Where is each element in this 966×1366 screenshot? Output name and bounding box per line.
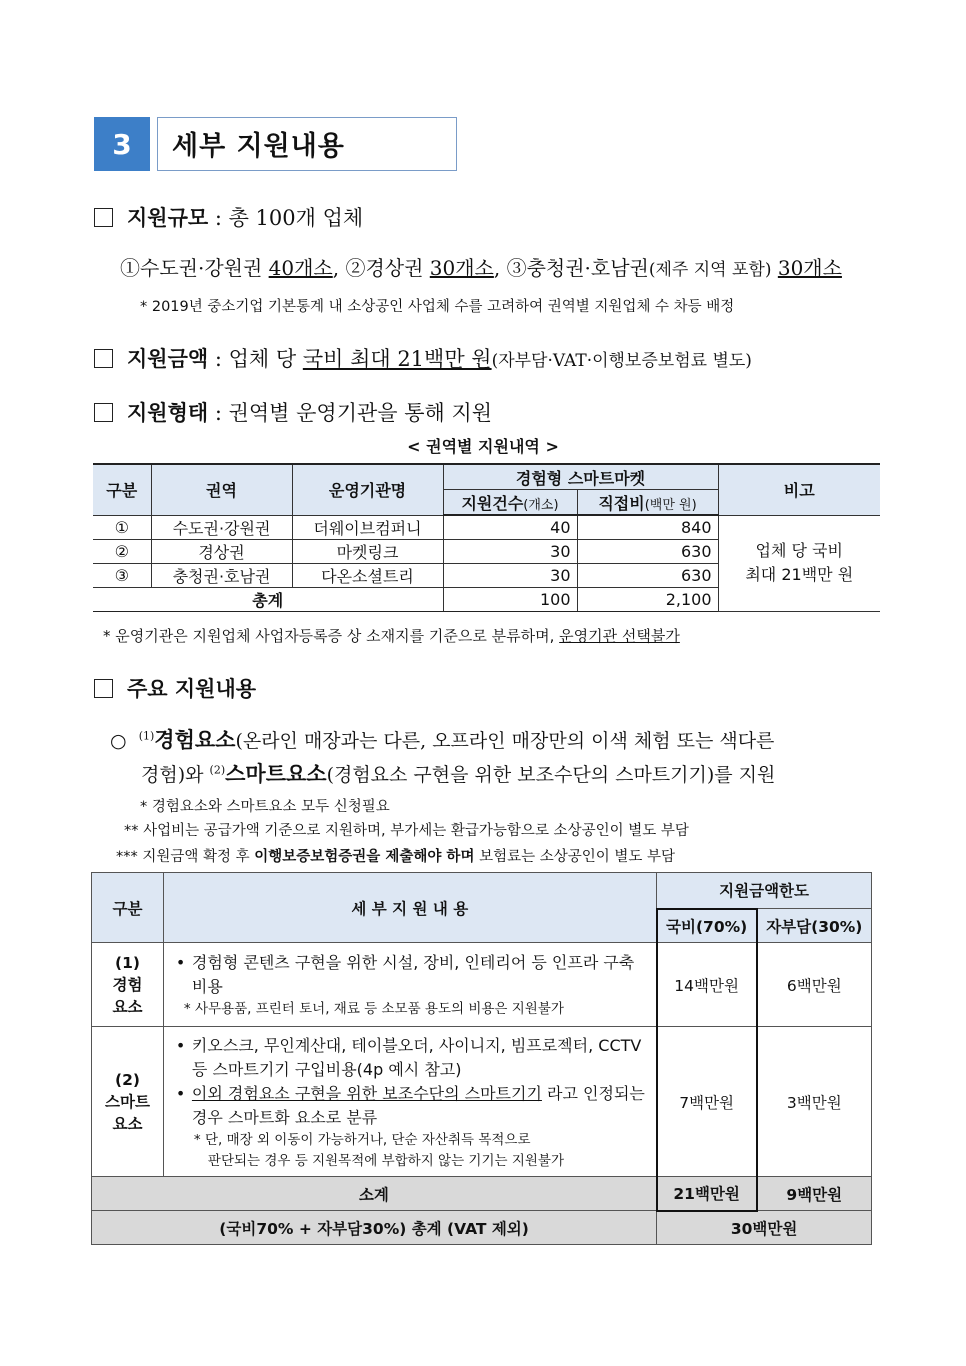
checkbox-square-icon — [94, 349, 113, 368]
amount-prefix: : 업체 당 — [214, 347, 297, 371]
support-detail-table — [91, 872, 872, 1245]
table-row: (2) 스마트 요소 • 키오스크, 무인계산대, 테이블오더, 사이니지, 빔프로젝터, CCTV 등 스마트기기 구입비용(4p 예시 참고) • 이외 경험요소 구현을 위한 보조수단의 스마트기기 라고 인정되는 경우 스마트화 요소로 분류 * 단, 매장 외 이동이 가능하거나, 단순 자산취득 목적으로 판단되는 경우 등 지원목적에 부합하지 않는 기기는 지원불가 7백만원 3백만원 — [92, 1027, 872, 1177]
checkbox-square-icon — [94, 679, 113, 698]
t2-cat-experience: (1) 경험 요소 — [92, 943, 164, 1027]
region-support-table — [93, 463, 880, 612]
section-number: 3 — [94, 117, 150, 171]
form-heading — [94, 397, 492, 427]
table-total-row: 총계 100 2,100 — [93, 587, 880, 611]
region2-count: 30개소 — [429, 256, 494, 280]
amount-label: 지원금액 — [127, 346, 209, 371]
table-row: ① 수도권·강원권 더웨이브컴퍼니 40 840 업체 당 국비 최대 21백만 원 — [93, 515, 880, 539]
form-label: 지원형태 — [127, 400, 209, 425]
main-heading — [94, 673, 256, 703]
t1-header-category: 구분 — [93, 464, 151, 515]
form-value: : 권역별 운영기관을 통해 지원 — [214, 401, 493, 425]
main-line2: 경험)와 $^{(2)}$스마트요소(경험요소 구현을 위한 보조수단의 스마트기기)를 지원 — [141, 761, 776, 786]
main-note1: * 경험요소와 스마트요소 모두 신청필요 — [140, 799, 390, 815]
t2-cat-smart: (2) 스마트 요소 — [92, 1027, 164, 1177]
table1-note: * 운영기관은 지원업체 사업자등록증 상 소재지를 기준으로 분류하며, 운영기관 선택불가 — [103, 627, 680, 645]
t2-header-detail: 세 부 지 원 내 용 — [163, 873, 656, 943]
scale-heading — [94, 202, 363, 232]
table-row: (1) 경험 요소 • 경험형 콘텐츠 구현을 위한 시설, 장비, 인테리어 등 인프라 구축비용 * 사무용품, 프린터 토너, 재료 등 소모품 용도의 비용은 지원불가 14백만원 6백만원 — [92, 943, 872, 1027]
list-item: • 키오스크, 무인계산대, 테이블오더, 사이니지, 빔프로젝터, CCTV 등 스마트기기 구입비용(4p 예시 참고) — [170, 1034, 650, 1082]
t1-header-operator: 운영기관명 — [292, 464, 443, 515]
region2-name: ②경상권 — [345, 256, 424, 280]
table-grandtotal-row: (국비70% + 자부담30%) 총계 (VAT 제외) 30백만원 — [92, 1211, 872, 1245]
table-row: ③ 충청권·호남권 다온소셜트리 30 630 — [93, 563, 880, 587]
t2-header-category: 구분 — [92, 873, 164, 943]
list-item: • 경험형 콘텐츠 구현을 위한 시설, 장비, 인테리어 등 인프라 구축비용 — [170, 951, 650, 999]
scale-note: * 2019년 중소기업 기본통계 내 소상공인 사업체 수를 고려하여 권역별 지원업체 수 차등 배정 — [140, 299, 735, 315]
checkbox-square-icon — [94, 208, 113, 227]
region3-name: ③충청권·호남권 — [506, 256, 649, 280]
list-item: • 이외 경험요소 구현을 위한 보조수단의 스마트기기 라고 인정되는 경우 스마트화 요소로 분류 — [170, 1082, 650, 1130]
t2-header-self: 자부담(30%) — [757, 909, 872, 943]
region1-count: 40개소 — [268, 256, 333, 280]
amount-suffix: (자부담·VAT·이행보증보험료 별도) — [491, 351, 752, 371]
scale-label: 지원규모 — [127, 205, 209, 230]
t2-header-national: 국비(70%) — [657, 909, 757, 943]
t2-header-limit: 지원금액한도 — [657, 873, 872, 909]
main-note2: ** 사업비는 공급가액 기준으로 지원하며, 부가세는 환급가능함으로 소상공인이 별도 부담 — [124, 823, 689, 839]
section-title: 세부 지원내용 — [172, 131, 345, 162]
table-row: ② 경상권 마켓링크 30 630 — [93, 539, 880, 563]
scale-value: : 총 100개 업체 — [214, 206, 364, 230]
table-subtotal-row: 소계 21백만원 9백만원 — [92, 1177, 872, 1211]
t1-remark: 업체 당 국비 최대 21백만 원 — [718, 515, 880, 611]
t1-header-group: 경험형 스마트마켓 — [443, 464, 718, 490]
t1-header-region: 권역 — [151, 464, 292, 515]
amount-value: 국비 최대 21백만 원 — [302, 347, 492, 371]
t1-header-remark: 비고 — [718, 464, 880, 515]
region3-count: 30개소 — [777, 256, 842, 280]
region1-name: ①수도권·강원권 — [120, 256, 263, 280]
circle-bullet-icon: ○ — [110, 730, 127, 752]
scale-regions: ①수도권·강원권 40개소, ②경상권 30개소, ③충청권·호남권(제주 지역 포함) 30개소 — [120, 256, 842, 280]
t1-header-cost: 직접비(백만 원) — [577, 490, 718, 516]
table1-caption: < 권역별 지원내역 > — [407, 437, 559, 456]
t1-header-count: 지원건수(개소) — [443, 490, 577, 516]
amount-heading — [94, 343, 752, 373]
checkbox-square-icon — [94, 403, 113, 422]
main-label: 주요 지원내용 — [127, 676, 257, 701]
main-line1: ○ $^{(1)}$경험요소(온라인 매장과는 다른, 오프라인 매장만의 이색 체험 또는 색다른 — [110, 727, 775, 752]
region3-note: (제주 지역 포함) — [648, 260, 772, 280]
main-note3: *** 지원금액 확정 후 이행보증보험증권을 제출해야 하며 보험료는 소상공인이 별도 부담 — [116, 849, 675, 865]
